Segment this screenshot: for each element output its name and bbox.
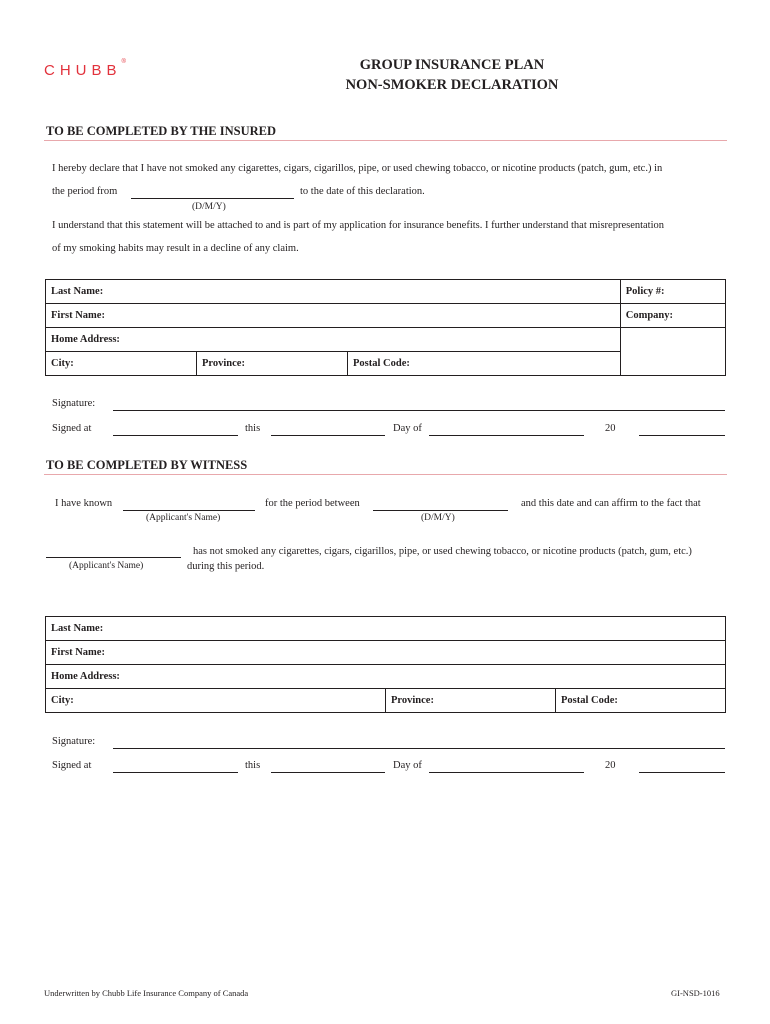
policy-number-field[interactable]: Policy #: [620, 280, 725, 304]
underwriter-text: Underwritten by Chubb Life Insurance Company of Canada [44, 988, 249, 998]
witness-month-field[interactable] [429, 772, 584, 773]
period-from-label: the period from [52, 186, 118, 197]
understand-text-line2: of my smoking habits may result in a decline of any claim. [52, 243, 299, 254]
affirm-text: and this date and can affirm to the fact that [521, 498, 701, 509]
has-not-smoked-text: has not smoked any cigarettes, cigars, cigarillos, pipe, or used chewing tobacco, or nicotine products (patch, gum, etc.) [193, 546, 692, 557]
applicant-name-field-2[interactable] [46, 557, 181, 558]
year-prefix-label: 20 [605, 423, 616, 434]
i-have-known-label: I have known [55, 498, 113, 509]
witness-day-of-label: Day of [393, 760, 422, 771]
witness-signed-at-field[interactable] [113, 772, 238, 773]
witness-last-name-field[interactable]: Last Name: [46, 617, 726, 641]
witness-this-label: this [245, 760, 261, 771]
witness-signature-label: Signature: [52, 736, 96, 747]
section-divider [44, 140, 727, 141]
period-from-date-field[interactable] [131, 198, 294, 199]
day-field[interactable] [271, 435, 385, 436]
first-name-field[interactable]: First Name: [46, 304, 621, 328]
witness-signature-field[interactable] [113, 748, 725, 749]
witness-year-prefix-label: 20 [605, 760, 616, 771]
insured-section-heading: TO BE COMPLETED BY THE INSURED [46, 124, 277, 138]
section-divider [44, 474, 727, 475]
applicant-name-hint-2: (Applicant's Name) [69, 561, 144, 571]
this-label: this [245, 423, 261, 434]
signed-at-label: Signed at [52, 423, 92, 434]
day-of-label: Day of [393, 423, 422, 434]
insured-info-table [45, 279, 726, 376]
year-field[interactable] [639, 435, 725, 436]
witness-province-field[interactable]: Province: [386, 689, 556, 713]
witness-home-address-field[interactable]: Home Address: [46, 665, 726, 689]
applicant-name-hint: (Applicant's Name) [146, 513, 221, 523]
date-format-hint: (D/M/Y) [192, 202, 226, 212]
signature-field[interactable] [113, 410, 725, 411]
period-date-field[interactable] [373, 510, 508, 511]
last-name-field[interactable]: Last Name: [46, 280, 621, 304]
witness-day-field[interactable] [271, 772, 385, 773]
period-between-label: for the period between [265, 498, 360, 509]
witness-first-name-field[interactable]: First Name: [46, 641, 726, 665]
to-date-text: to the date of this declaration. [300, 186, 425, 197]
witness-signed-at-label: Signed at [52, 760, 92, 771]
home-address-field[interactable]: Home Address: [46, 328, 621, 352]
declaration-text: I hereby declare that I have not smoked any cigarettes, cigars, cigarillos, pipe, or used chewing tobacco, or nicotine products (patch, gum, etc.) in [52, 163, 663, 174]
date-format-hint: (D/M/Y) [421, 513, 455, 523]
postal-code-field[interactable]: Postal Code: [348, 352, 621, 376]
trademark-symbol: ® [121, 59, 126, 65]
logo-text: CHUBB [44, 62, 122, 79]
witness-section-heading: TO BE COMPLETED BY WITNESS [46, 458, 248, 472]
form-code: GI-NSD-1016 [671, 988, 720, 998]
witness-postal-code-field[interactable]: Postal Code: [556, 689, 726, 713]
form-title-line1: GROUP INSURANCE PLAN [359, 57, 545, 73]
signed-at-field[interactable] [113, 435, 238, 436]
witness-city-field[interactable]: City: [46, 689, 386, 713]
city-field[interactable]: City: [46, 352, 197, 376]
understand-text-line1: I understand that this statement will be attached to and is part of my application for insurance benefits. I further understand that misrepresentation [52, 220, 665, 231]
applicant-name-field[interactable] [123, 510, 255, 511]
company-field[interactable]: Company: [620, 304, 725, 328]
form-title-line2: NON-SMOKER DECLARATION [345, 77, 559, 93]
witness-year-field[interactable] [639, 772, 725, 773]
province-field[interactable]: Province: [197, 352, 348, 376]
signature-label: Signature: [52, 398, 96, 409]
chubb-logo [44, 59, 126, 79]
witness-info-table [45, 616, 726, 713]
during-period-text: during this period. [187, 561, 265, 572]
month-field[interactable] [429, 435, 584, 436]
empty-cell [620, 328, 725, 376]
